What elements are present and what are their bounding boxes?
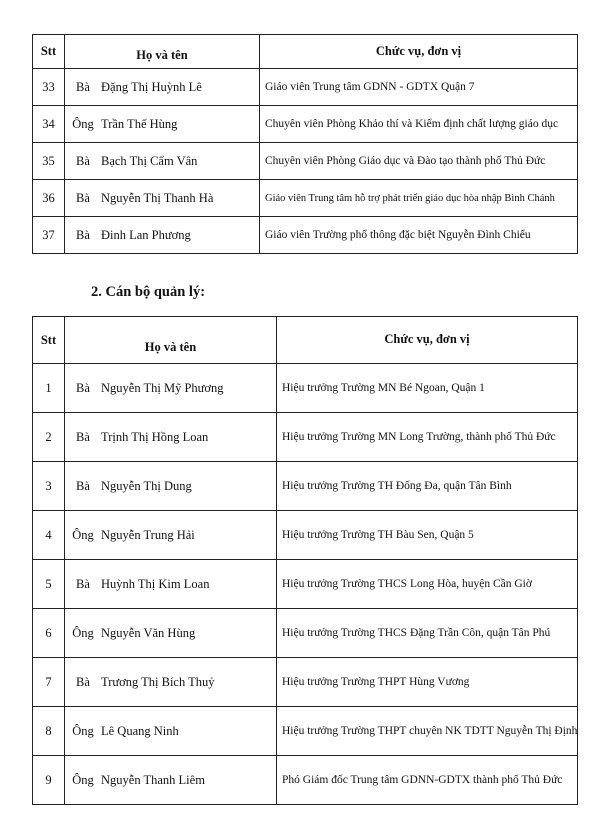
row-stt: 6: [33, 609, 65, 658]
row-position: Giáo viên Trung tâm hỗ trợ phát triển giáo dục hòa nhập Bình Chánh: [260, 180, 578, 217]
row-honorific: Bà: [76, 227, 90, 242]
header-name: Họ và tên: [65, 317, 277, 364]
row-position: Hiệu trưởng Trường MN Long Trường, thành phố Thủ Đức: [277, 413, 578, 462]
row-stt: 34: [33, 106, 65, 143]
header-position: Chức vụ, đơn vị: [277, 317, 578, 364]
staff-table-continued: [32, 34, 578, 254]
row-name: Nguyễn Thanh Liêm: [101, 772, 205, 787]
row-name: Bạch Thị Cẩm Vân: [101, 153, 198, 168]
row-name: Trần Thế Hùng: [101, 116, 178, 131]
row-name-cell: [65, 143, 260, 180]
row-honorific: Ông: [72, 116, 94, 131]
row-honorific: Ông: [72, 772, 94, 787]
row-honorific: Bà: [76, 674, 90, 689]
row-name-cell: [65, 180, 260, 217]
row-stt: 1: [33, 364, 65, 413]
table-header-row: [33, 317, 578, 364]
table-row: [33, 217, 578, 254]
row-name-cell: [65, 69, 260, 106]
row-position: Hiệu trưởng Trường MN Bé Ngoan, Quận 1: [277, 364, 578, 413]
row-name: Nguyễn Thị Mỹ Phương: [101, 380, 224, 395]
row-name: Trương Thị Bích Thuỷ: [101, 674, 215, 689]
table-row: [33, 756, 578, 805]
row-stt: 36: [33, 180, 65, 217]
row-honorific: Bà: [76, 429, 90, 444]
row-name-cell: [65, 756, 277, 805]
row-name-cell: [65, 658, 277, 707]
row-stt: 4: [33, 511, 65, 560]
table-row: [33, 707, 578, 756]
row-name: Trịnh Thị Hồng Loan: [101, 429, 209, 444]
row-position: Hiệu trưởng Trường THCS Đặng Trần Côn, quận Tân Phú: [277, 609, 578, 658]
row-name: Nguyễn Văn Hùng: [101, 625, 196, 640]
row-name-cell: [65, 511, 277, 560]
table-row: [33, 462, 578, 511]
row-name-cell: [65, 364, 277, 413]
table-row: [33, 364, 578, 413]
row-stt: 3: [33, 462, 65, 511]
table-row: [33, 143, 578, 180]
row-stt: 7: [33, 658, 65, 707]
table-row: [33, 658, 578, 707]
row-position: Hiệu trưởng Trường TH Đống Đa, quận Tân Bình: [277, 462, 578, 511]
row-name-cell: [65, 609, 277, 658]
row-honorific: Bà: [76, 380, 90, 395]
row-name: Nguyễn Trung Hải: [101, 527, 195, 542]
table-header-row: [33, 35, 578, 69]
row-name: Lê Quang Ninh: [101, 723, 179, 738]
table-row: [33, 609, 578, 658]
table-row: [33, 560, 578, 609]
row-position: Chuyên viên Phòng Giáo dục và Đào tạo thành phố Thủ Đức: [260, 143, 578, 180]
row-name: Huỳnh Thị Kim Loan: [101, 576, 210, 591]
row-stt: 5: [33, 560, 65, 609]
row-honorific: Ông: [72, 625, 94, 640]
header-stt: Stt: [33, 35, 65, 69]
header-position: Chức vụ, đơn vị: [260, 35, 578, 69]
row-name: Đinh Lan Phương: [101, 227, 191, 242]
table-row: [33, 413, 578, 462]
row-stt: 33: [33, 69, 65, 106]
row-honorific: Bà: [76, 190, 90, 205]
managers-table: [32, 316, 578, 805]
row-stt: 9: [33, 756, 65, 805]
row-honorific: Bà: [76, 153, 90, 168]
row-position: Chuyên viên Phòng Khảo thí và Kiểm định chất lượng giáo dục: [260, 106, 578, 143]
row-position: Hiệu trưởng Trường THPT Hùng Vương: [277, 658, 578, 707]
row-position: Giáo viên Trung tâm GDNN - GDTX Quận 7: [260, 69, 578, 106]
table-row: [33, 180, 578, 217]
row-name-cell: [65, 560, 277, 609]
row-position: Hiệu trưởng Trường TH Bàu Sen, Quận 5: [277, 511, 578, 560]
row-honorific: Ông: [72, 723, 94, 738]
row-stt: 35: [33, 143, 65, 180]
row-position: Giáo viên Trường phổ thông đặc biệt Nguyễn Đình Chiểu: [260, 217, 578, 254]
row-position: Hiệu trưởng Trường THPT chuyên NK TDTT Nguyễn Thị Định: [277, 707, 578, 756]
row-name: Nguyễn Thị Dung: [101, 478, 192, 493]
row-honorific: Bà: [76, 478, 90, 493]
row-position: Phó Giám đốc Trung tâm GDNN-GDTX thành phố Thủ Đức: [277, 756, 578, 805]
row-name-cell: [65, 413, 277, 462]
row-stt: 37: [33, 217, 65, 254]
row-name: Đặng Thị Huỳnh Lê: [101, 79, 202, 94]
row-stt: 2: [33, 413, 65, 462]
row-position: Hiệu trưởng Trường THCS Long Hòa, huyện Cần Giờ: [277, 560, 578, 609]
row-name-cell: [65, 707, 277, 756]
table-row: [33, 106, 578, 143]
row-honorific: Bà: [76, 576, 90, 591]
row-stt: 8: [33, 707, 65, 756]
row-name: Nguyễn Thị Thanh Hà: [101, 190, 214, 205]
table-row: [33, 69, 578, 106]
row-honorific: Bà: [76, 79, 90, 94]
table-row: [33, 511, 578, 560]
row-honorific: Ông: [72, 527, 94, 542]
section-heading-managers: 2. Cán bộ quản lý:: [91, 284, 206, 300]
header-stt: Stt: [33, 317, 65, 364]
header-name: Họ và tên: [65, 35, 260, 69]
row-name-cell: [65, 462, 277, 511]
row-name-cell: [65, 217, 260, 254]
row-name-cell: [65, 106, 260, 143]
